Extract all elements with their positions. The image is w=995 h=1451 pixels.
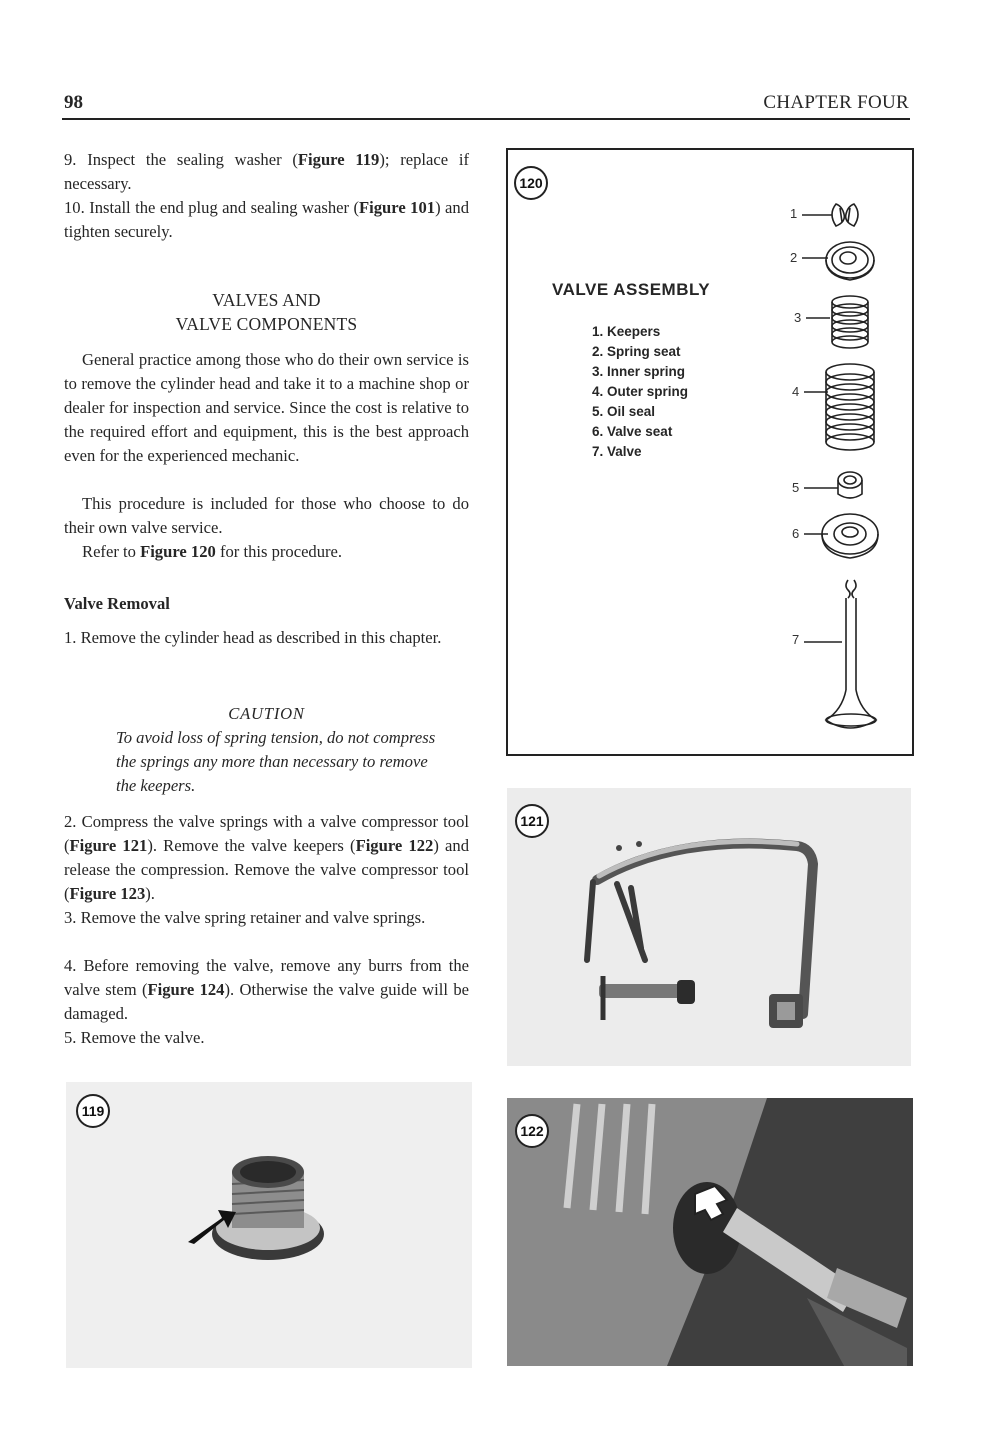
diagram-title: VALVE ASSEMBLY (552, 280, 711, 299)
figure-119-photo (66, 1082, 472, 1368)
callout-6: 6 (792, 526, 800, 541)
text: ) and tighten securely. (64, 198, 469, 241)
text: 3. Remove the valve spring retainer and valve springs. (64, 908, 426, 927)
valve-part (826, 580, 876, 728)
text: ) and release the compression. Remove the valve compressor tool ( (64, 836, 470, 903)
paragraph-step-3 (64, 906, 469, 930)
chapter-title: CHAPTER FOUR (763, 92, 909, 113)
legend-item: 2. Spring seat (592, 344, 681, 359)
text: Refer to (82, 542, 141, 561)
figure-121-badge: 121 (515, 804, 549, 838)
legend-item: 3. Inner spring (592, 364, 686, 379)
paragraph-step-5 (64, 1026, 469, 1050)
callout-4: 4 (792, 384, 800, 399)
figure-122-photo (507, 1098, 913, 1366)
inner-spring-part (832, 296, 868, 348)
figure-ref: Figure 119 (297, 150, 380, 169)
keepers-part (832, 204, 858, 226)
oil-seal-part (838, 472, 862, 498)
text: ). Otherwise the valve guide will be damaged. (64, 980, 469, 1023)
outer-spring-part (826, 364, 874, 450)
text: 4. Before removing the valve, remove any burrs from the valve stem ( (64, 956, 469, 999)
text: This procedure is included for those who choose to do their own valve service. (64, 494, 469, 537)
text: General practice among those who do their own service is to remove the cylinder head and take it to a machine shop or dealer for inspection and service. Since the cost is relative to the required effort and equipment, this is the best approach even for the experienced mechanic. (64, 350, 469, 465)
figure-120-box (506, 148, 914, 756)
text: 1. Remove the cylinder head as described in this chapter. (64, 628, 442, 647)
text: 5. Remove the valve. (64, 1028, 205, 1047)
legend-item: 5. Oil seal (592, 404, 656, 419)
text: 9. Inspect the sealing washer ( (64, 150, 298, 169)
callout-2: 2 (790, 250, 798, 265)
paragraph-procedure-note (64, 492, 469, 540)
text: 2. Compress the valve springs with a valve compressor tool ( (64, 812, 469, 855)
section-heading (64, 288, 469, 336)
figure-119-badge: 119 (76, 1094, 110, 1128)
figure-ref: Figure 121 (69, 836, 148, 855)
legend-item: 1. Keepers (592, 324, 661, 339)
callout-1: 1 (790, 206, 798, 221)
legend-item: 6. Valve seat (592, 424, 673, 439)
caution-text: To avoid loss of spring tension, do not compress the springs any more than necessary to remove the keepers. (116, 728, 436, 795)
end-plug-sealing-washer-image (66, 1082, 472, 1368)
subheading-valve-removal: Valve Removal (64, 594, 170, 613)
header-rule (62, 118, 910, 120)
paragraph-refer (64, 540, 469, 564)
text: ). (145, 884, 155, 903)
text: ); replace if necessary. (64, 150, 470, 193)
page-number: 98 (64, 92, 83, 113)
text: 10. Install the end plug and sealing washer ( (64, 198, 360, 217)
figure-122-badge: 122 (515, 1114, 549, 1148)
figure-ref: Figure 123 (69, 884, 146, 903)
cylinder-head-keepers-image (507, 1098, 913, 1366)
caution-title: CAUTION (228, 704, 305, 723)
callout-7: 7 (792, 632, 800, 647)
legend-item: 7. Valve (592, 444, 642, 459)
figure-ref: Figure 101 (359, 198, 436, 217)
section-heading-line1: VALVES AND (212, 290, 321, 310)
section-heading-line2: VALVE COMPONENTS (175, 314, 358, 334)
figure-121-photo (507, 788, 911, 1066)
figure-ref: Figure 122 (355, 836, 434, 855)
valve-assembly-drawing (798, 190, 908, 730)
figure-ref: Figure 120 (140, 542, 216, 561)
valve-compressor-tool-image (507, 788, 911, 1066)
paragraph-step-9 (64, 148, 469, 196)
figure-120-badge: 120 (514, 166, 548, 200)
paragraph-step-1 (64, 626, 469, 650)
legend-item: 4. Outer spring (592, 384, 689, 399)
paragraph-step-4 (64, 954, 469, 1026)
spring-seat-part (826, 242, 874, 280)
valve-seat-part (822, 514, 878, 558)
callout-3: 3 (794, 310, 802, 325)
figure-ref: Figure 124 (147, 980, 225, 999)
text: ). Remove the valve keepers ( (147, 836, 356, 855)
diagram-legend (592, 322, 688, 462)
paragraph-step-2 (64, 810, 469, 906)
text: for this procedure. (215, 542, 343, 561)
paragraph-general-practice (64, 348, 469, 468)
callout-5: 5 (792, 480, 800, 495)
paragraph-step-10 (64, 196, 469, 244)
